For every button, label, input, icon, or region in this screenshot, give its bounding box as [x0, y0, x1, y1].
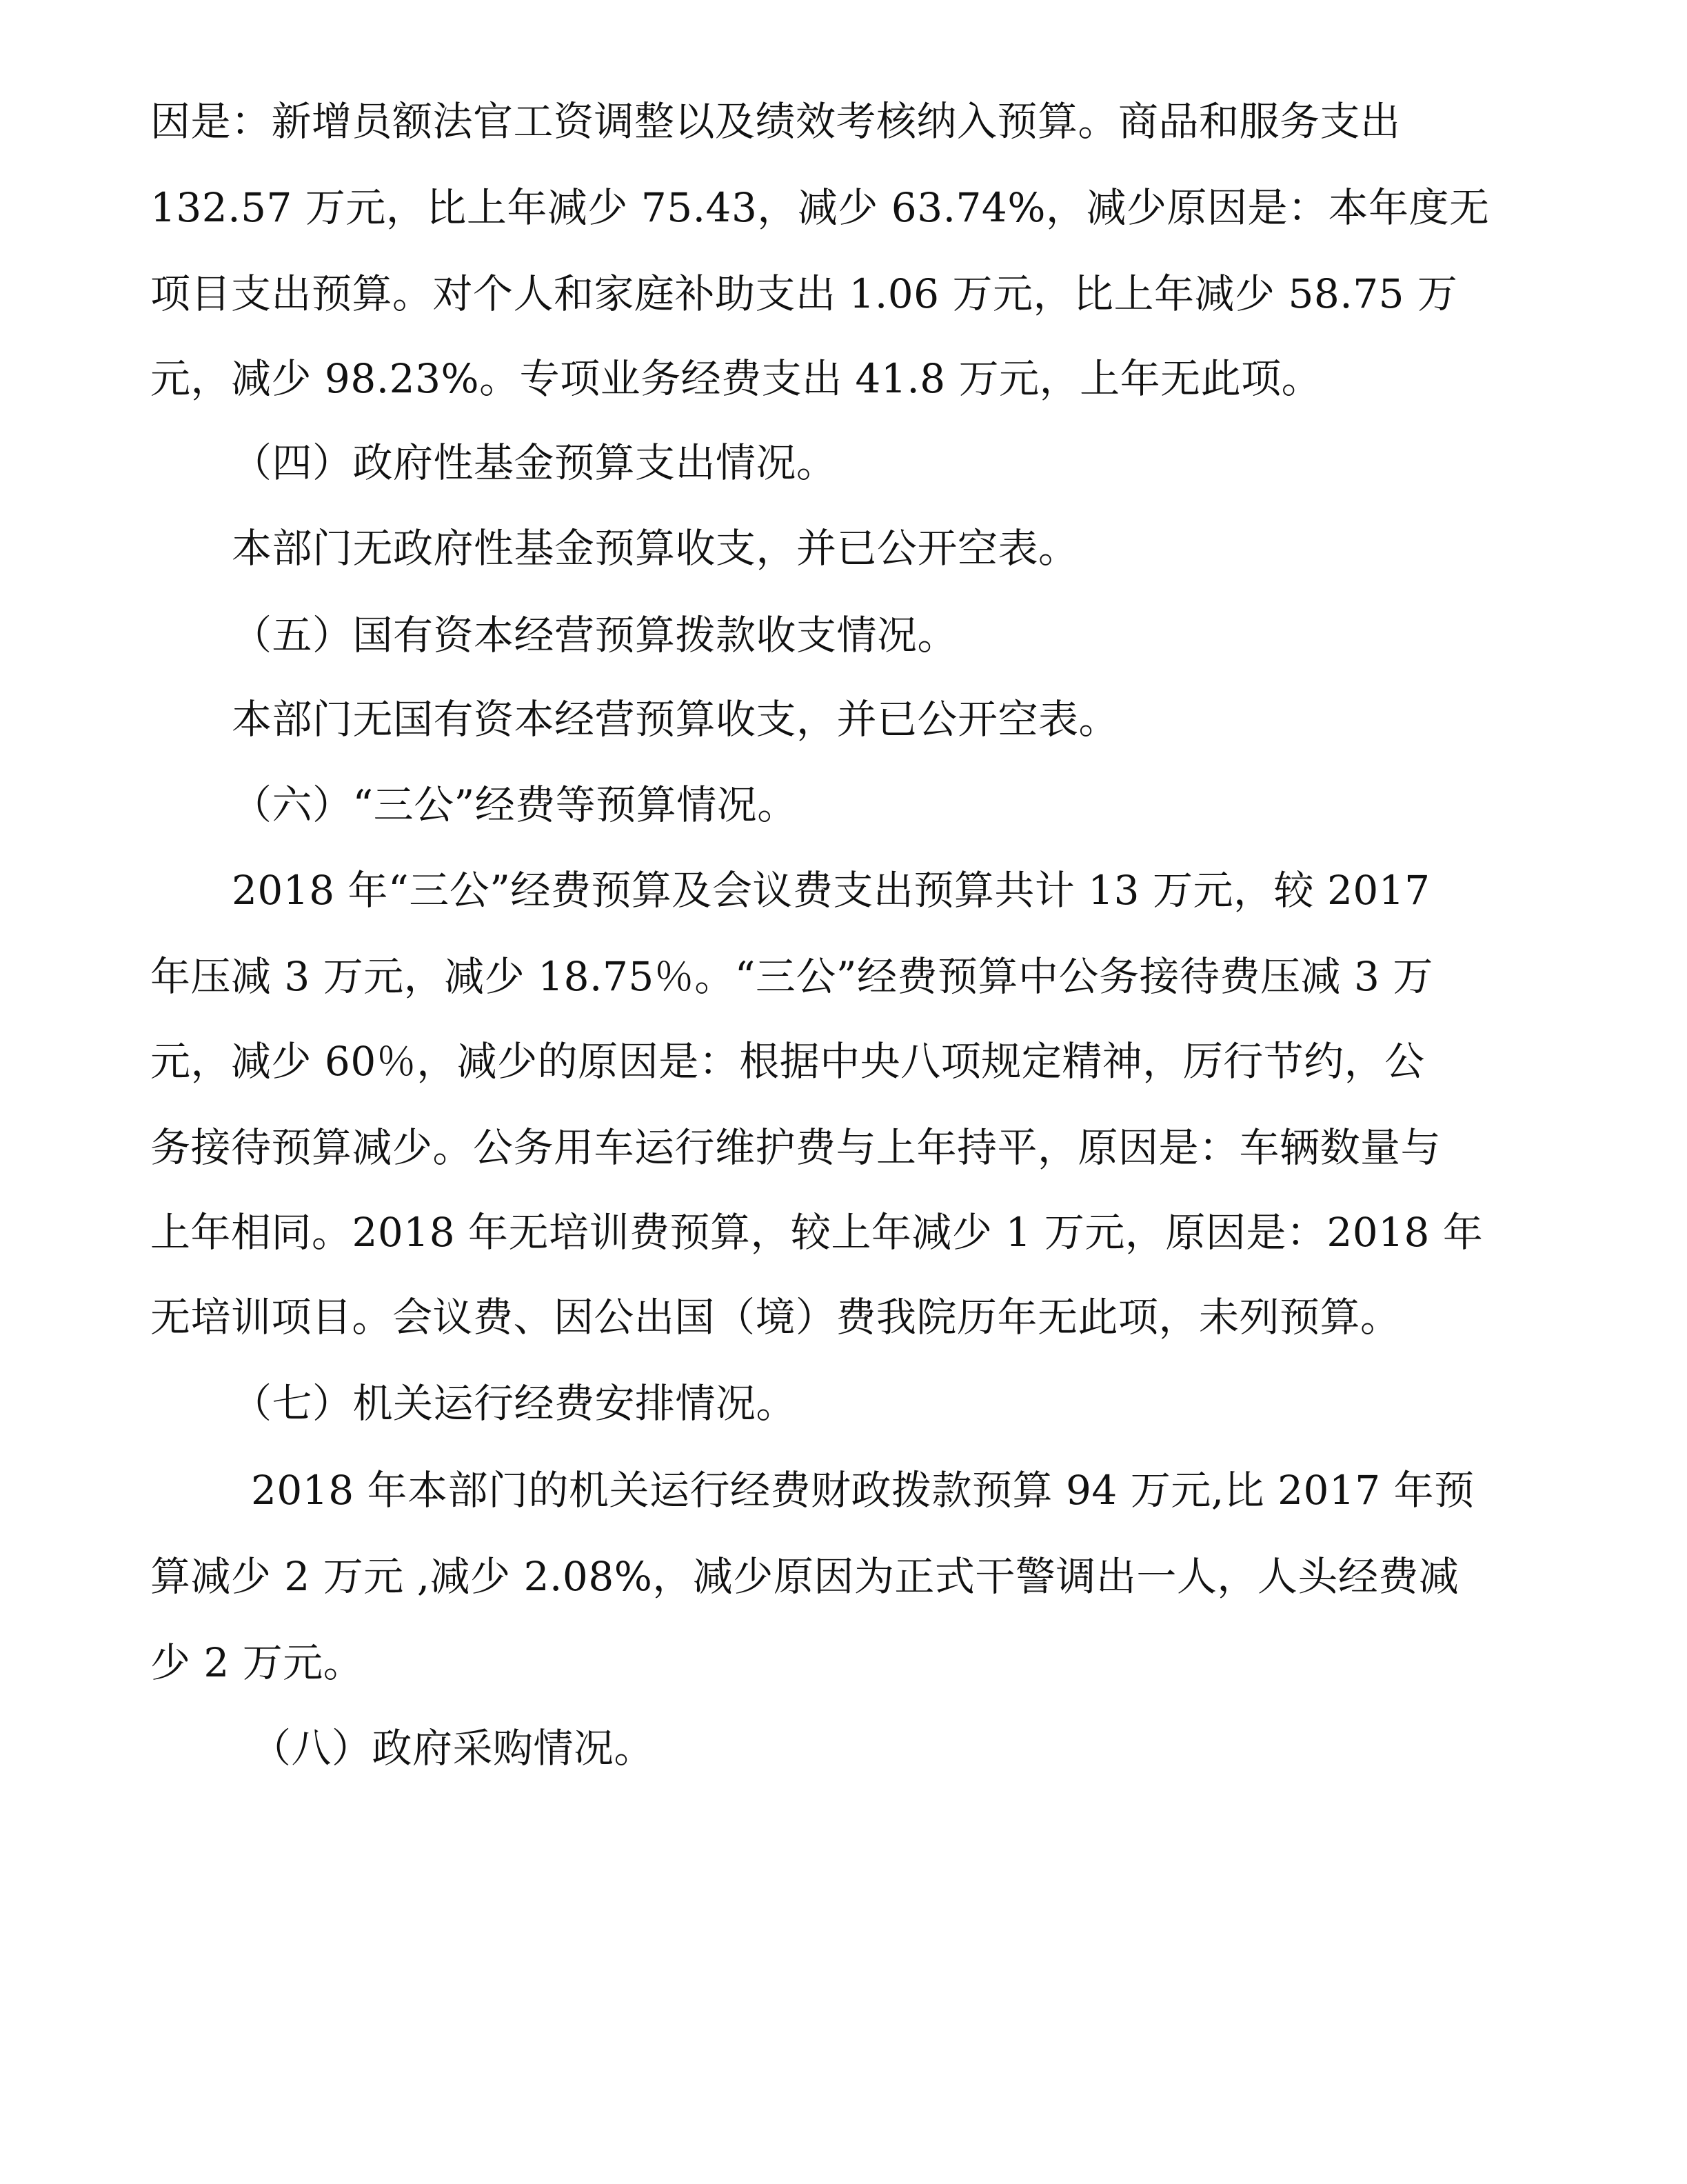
- paragraph-line: 2018 年本部门的机关运行经费财政拨款预算 94 万元,比 2017 年预: [251, 1467, 1475, 1514]
- paragraph-line: 算减少 2 万元 ,减少 2.08%，减少原因为正式干警调出一人，人头经费减: [150, 1553, 1459, 1600]
- section-heading-7: （七）机关运行经费安排情况。: [232, 1380, 797, 1427]
- paragraph-line: 因是：新增员额法官工资调整以及绩效考核纳入预算。商品和服务支出: [150, 98, 1401, 145]
- paragraph-line: 本部门无政府性基金预算收支，并已公开空表。: [232, 525, 1079, 572]
- section-heading-5: （五）国有资本经营预算拨款收支情况。: [232, 612, 958, 659]
- paragraph-line: 项目支出预算。对个人和家庭补助支出 1.06 万元，比上年减少 58.75 万: [150, 270, 1458, 317]
- paragraph-line: 上年相同。2018 年无培训费预算，较上年减少 1 万元，原因是：2018 年: [150, 1209, 1484, 1256]
- section-heading-4: （四）政府性基金预算支出情况。: [232, 439, 837, 486]
- section-heading-6: （六）“三公”经费等预算情况。: [232, 781, 798, 828]
- paragraph-line: 年压减 3 万元，减少 18.75％。“三公”经费预算中公务接待费压减 3 万: [150, 953, 1433, 1000]
- paragraph-line: 少 2 万元。: [150, 1639, 364, 1686]
- paragraph-line: 元，减少 98.23%。专项业务经费支出 41.8 万元，上年无此项。: [150, 355, 1322, 402]
- section-heading-8: （八）政府采购情况。: [251, 1725, 655, 1772]
- paragraph-line: 132.57 万元，比上年减少 75.43，减少 63.74%，减少原因是：本年度无: [150, 184, 1490, 231]
- paragraph-line: 元，减少 60％，减少的原因是：根据中央八项规定精神，厉行节约，公: [150, 1038, 1425, 1085]
- paragraph-line: 2018 年“三公”经费预算及会议费支出预算共计 13 万元，较 2017: [232, 867, 1431, 914]
- paragraph-line: 务接待预算减少。公务用车运行维护费与上年持平，原因是：车辆数量与: [150, 1124, 1442, 1171]
- paragraph-line: 无培训项目。会议费、因公出国（境）费我院历年无此项，未列预算。: [150, 1294, 1401, 1341]
- paragraph-line: 本部门无国有资本经营预算收支，并已公开空表。: [232, 696, 1120, 743]
